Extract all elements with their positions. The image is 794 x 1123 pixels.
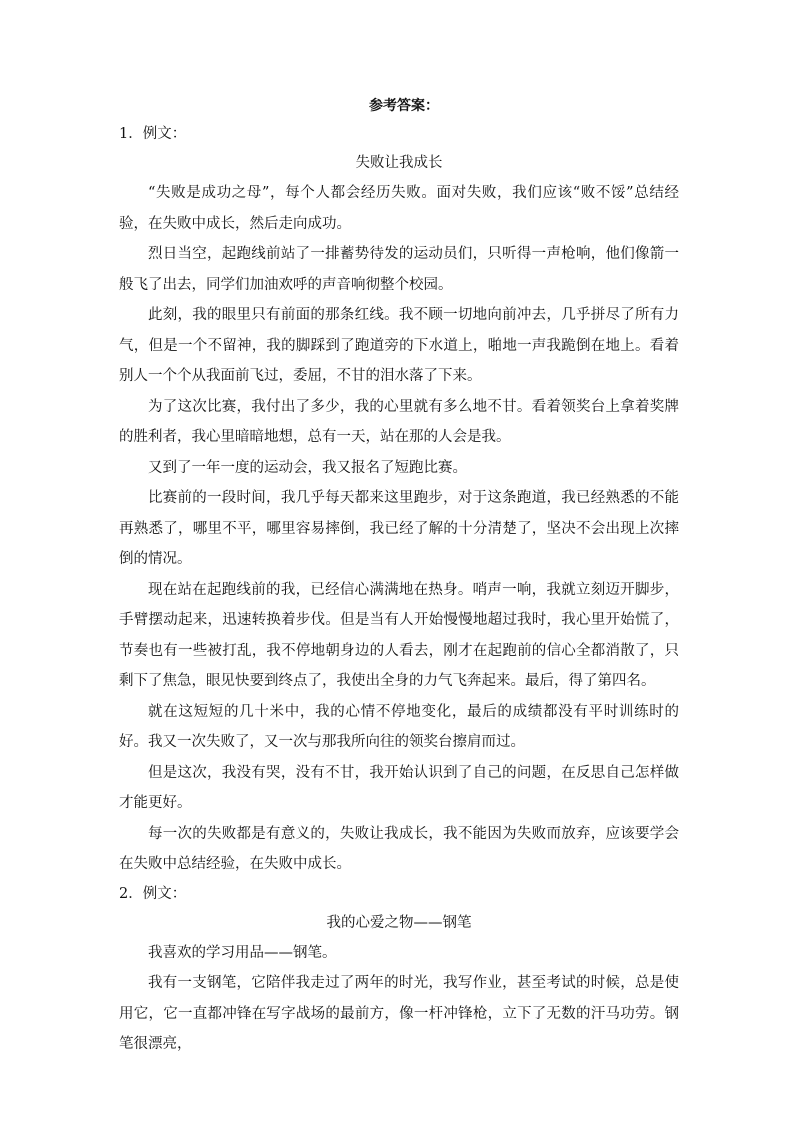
paragraph: 现在站在起跑线前的我，已经信心满满地在热身。哨声一响，我就立刻迈开脚步，手臂摆动起来，迅速转换着步伐。但是当有人开始慢慢地超过我时，我心里开始慌了，节奏也有一些被打乱，我不停地朝身边的人看去，刚才在起跑前的信心全都消散了，只剩下了焦急，眼见快要到终点了，我使出全身的力气飞奔起来。最后，得了第四名。 [119,581,679,689]
essay-title: 失败让我成长 [355,155,443,171]
paragraph: 但是这次，我没有哭，没有不甘，我开始认识到了自己的问题，在反思自己怎样做才能更好。 [119,764,679,811]
paragraph: “失败是成功之母”，每个人都会经历失败。面对失败，我们应该“败不馁”总结经验，在失败中成长，然后走向成功。 [119,185,679,232]
paragraph: 就在这短短的几十米中，我的心情不停地变化，最后的成绩都没有平时训练时的好。我又一次失败了，又一次与那我所向往的领奖台擦肩而过。 [119,703,679,750]
question-number: 2．例文： [119,885,187,902]
paragraph: 为了这次比赛，我付出了多少，我的心里就有多么地不甘。看着领奖台上拿着奖牌的胜利者，我心里暗暗地想，总有一天，站在那的人会是我。 [119,398,679,445]
paragraph: 我有一支钢笔，它陪伴我走过了两年的时光，我写作业，甚至考试的时候，总是使用它，它一直都冲锋在写字战场的最前方，像一杆冲锋枪，立下了无数的汗马功劳。钢笔很漂亮， [119,975,679,1052]
answer-1 [119,120,679,880]
paragraph: 每一次的失败都是有意义的，失败让我成长，我不能因为失败而放弃，应该要学会在失败中总结经验，在失败中成长。 [119,825,679,872]
document-content [119,92,679,1060]
paragraph: 此刻，我的眼里只有前面的那条红线。我不顾一切地向前冲去，几乎拼尽了所有力气，但是一个不留神，我的脚踩到了跑道旁的下水道上，啪地一声我跪倒在地上。看着别人一个个从我面前飞过，委屈，不甘的泪水落了下来。 [119,307,679,384]
paragraph: 比赛前的一段时间，我几乎每天都来这里跑步，对于这条跑道，我已经熟悉的不能再熟悉了，哪里不平，哪里容易摔倒，我已经了解的十分清楚了，坚决不会出现上次摔倒的情况。 [119,490,679,567]
paragraph: 我喜欢的学习用品——钢笔。 [148,944,337,961]
essay-title: 我的心爱之物——钢笔 [326,914,472,931]
page-title: 参考答案： [369,98,439,114]
paragraph: 又到了一年一度的运动会，我又报名了短跑比赛。 [148,459,467,476]
question-number: 1．例文： [119,126,187,142]
paragraph: 烈日当空，起跑线前站了一排蓄势待发的运动员们，只听得一声枪响，他们像箭一般飞了出去，同学们加油欢呼的声音响彻整个校园。 [119,246,679,293]
answer-2 [119,880,679,1060]
